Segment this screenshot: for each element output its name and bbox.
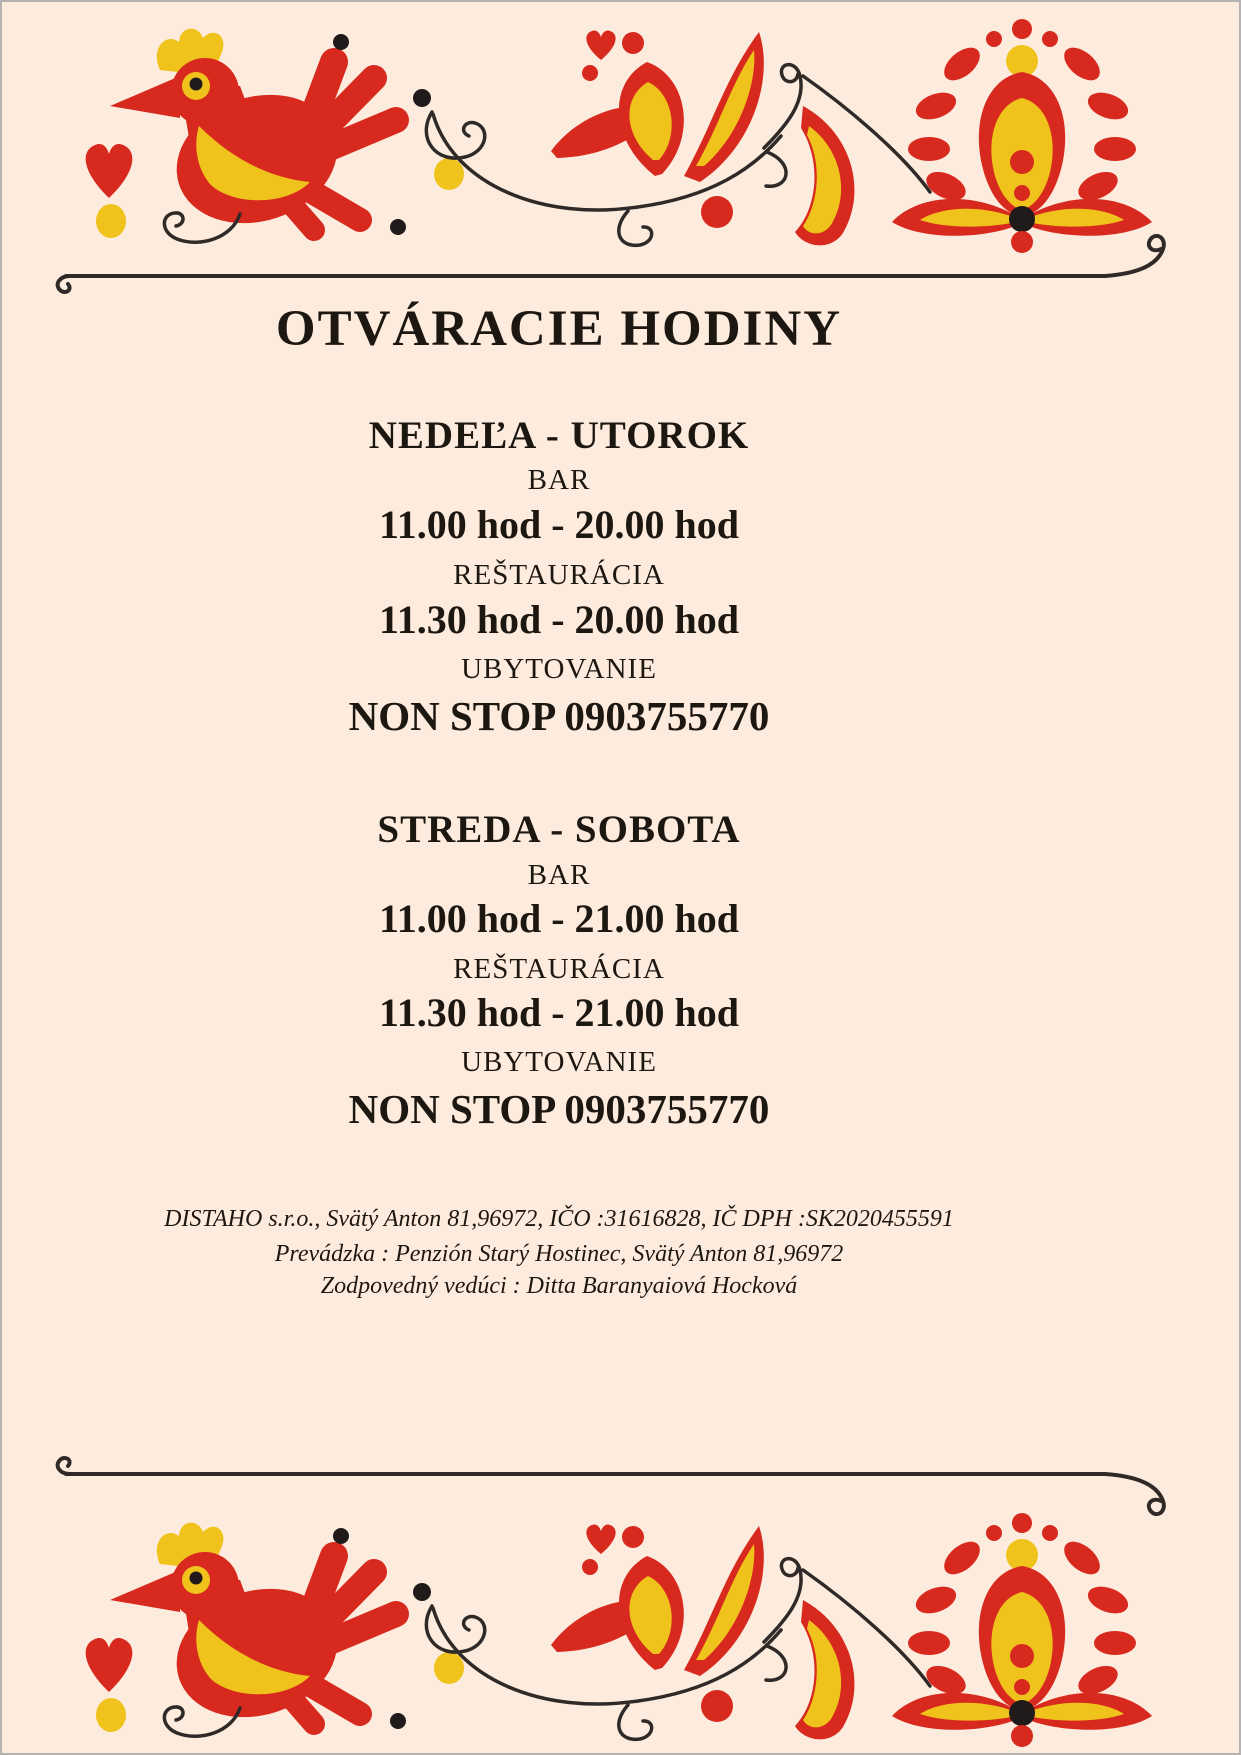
footer-premises-line: Prevádzka : Penzión Starý Hostinec, Svätý Anton 81,96972 <box>274 1241 844 1267</box>
footer-manager-line: Zodpovedný vedúci : Ditta Baranyaiová Hocková <box>320 1273 798 1299</box>
footer-company-line: DISTAHO s.r.o., Svätý Anton 81,96972, IČO :31616828, IČ DPH :SK2020455591 <box>164 1206 954 1232</box>
section2-day-range: STREDA - SOBOTA <box>377 808 741 851</box>
section1-restaurant-hours: 11.30 hod - 20.00 hod <box>378 597 740 642</box>
section1-lodging-hours: NON STOP 0903755770 <box>348 693 770 739</box>
page-title: OTVÁRACIE HODINY <box>275 301 843 357</box>
bottom-ornament-band <box>62 1508 1152 1748</box>
section2-bar-label: BAR <box>527 859 591 891</box>
section1-day-range: NEDEĽA - UTOROK <box>368 414 750 457</box>
section2-bar-hours: 11.00 hod - 21.00 hod <box>378 896 740 941</box>
section1-bar-label: BAR <box>527 464 591 496</box>
section1-lodging-label: UBYTOVANIE <box>461 653 657 685</box>
section1-restaurant-label: REŠTAURÁCIA <box>453 559 665 591</box>
section2-lodging-hours: NON STOP 0903755770 <box>348 1086 770 1132</box>
section2-restaurant-label: REŠTAURÁCIA <box>453 953 665 985</box>
section2-restaurant-hours: 11.30 hod - 21.00 hod <box>378 990 740 1035</box>
section1-bar-hours: 11.00 hod - 20.00 hod <box>378 502 740 547</box>
section2-lodging-label: UBYTOVANIE <box>461 1046 657 1078</box>
